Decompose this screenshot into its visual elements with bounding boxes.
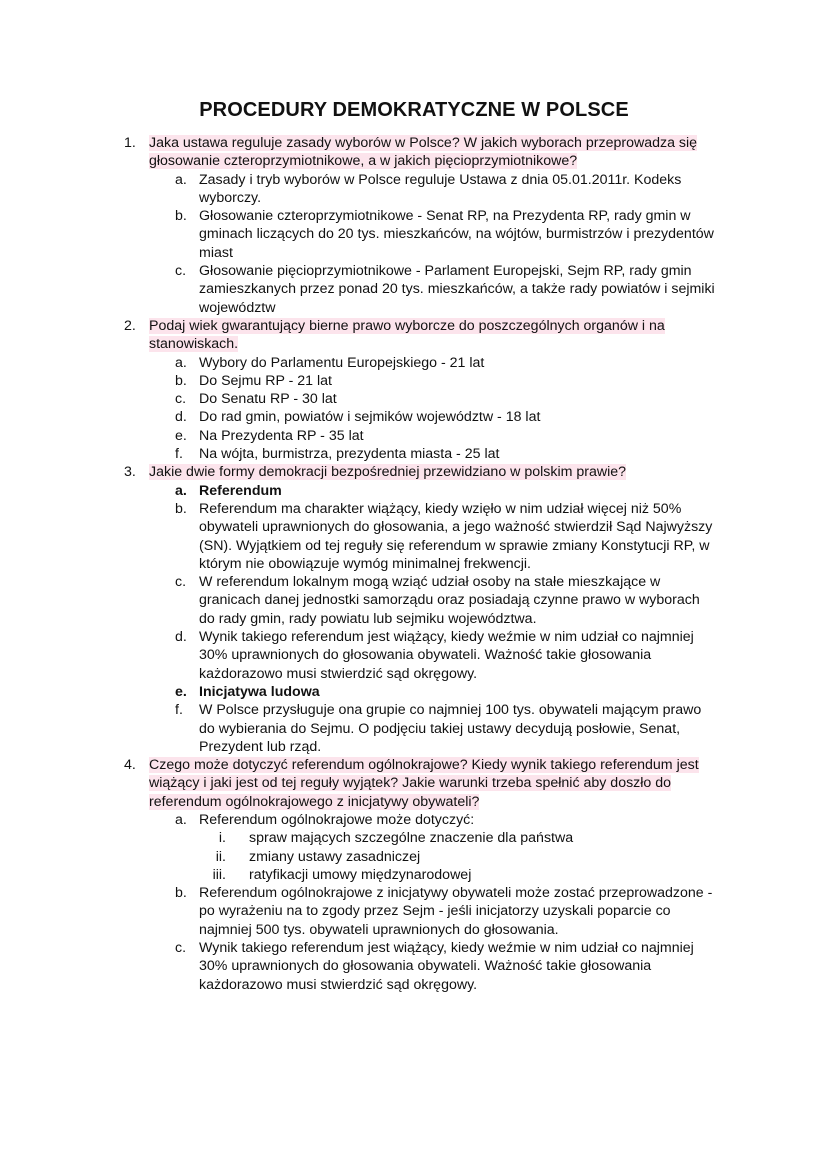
answer-list-1: [0, 171, 828, 317]
answer-heading: [0, 482, 719, 500]
answer-letter: b.: [175, 885, 187, 902]
answer-list-4-continued: [0, 884, 828, 994]
question-text: Podaj wiek gwarantujący bierne prawo wyborcze do poszczególnych organów i na stanowiskach.: [149, 317, 665, 353]
question-number: 1.: [124, 135, 136, 151]
answer-item: [0, 701, 719, 756]
answer-text: Zasady i tryb wyborów w Polsce reguluje Ustawa z dnia 05.01.2011r. Kodeks wyborczy.: [199, 171, 682, 206]
answer-item: [0, 628, 719, 683]
answer-item: [0, 372, 719, 390]
answer-letter: c.: [175, 940, 187, 957]
sub-numeral: ii.: [215, 848, 226, 865]
question-text: Czego może dotyczyć referendum ogólnokrajowe? Kiedy wynik takiego referendum jest wiążący i jaki jest od tej reguły wyjątek? Jakie warunki trzeba spełnić aby doszło do referendum ogólnokrajowego z inicjatywy obywateli?: [149, 757, 699, 810]
sub-numeral: i.: [218, 830, 226, 847]
answer-item: [0, 171, 719, 208]
answer-text: Głosowanie pięcioprzymiotnikowe - Parlament Europejski, Sejm RP, rady gmin zamieszkanych przez ponad 20 tys. mieszkańców, a także rady powiatów i sejmiki województw: [199, 263, 715, 316]
answer-list-3: [0, 482, 828, 756]
answer-letter: b.: [175, 208, 187, 225]
answer-letter: e.: [175, 427, 187, 444]
answer-item: [0, 207, 719, 262]
question-1: [0, 134, 709, 171]
question-3: [0, 463, 709, 481]
answer-letter: f.: [175, 446, 183, 463]
answer-list-2: [0, 354, 828, 464]
question-number: 4.: [124, 757, 136, 774]
answer-letter: a.: [175, 354, 187, 371]
question-number: 3.: [124, 464, 136, 481]
answer-text: Do Sejmu RP - 21 lat: [199, 372, 333, 389]
answer-text: W Polsce przysługuje ona grupie co najmniej 100 tys. obywateli mającym prawo do wybierania do Sejmu. O podjęciu takiej ustawy decydują posłowie, Senat, Prezydent lub rząd.: [199, 702, 702, 755]
sub-item: [0, 829, 719, 847]
answer-text: Na wójta, burmistrza, prezydenta miasta - 25 lat: [199, 446, 500, 463]
answer-letter: f.: [175, 702, 183, 719]
answer-item: [0, 390, 719, 408]
question-number: 2.: [124, 317, 136, 334]
answer-text: Wynik takiego referendum jest wiążący, kiedy weźmie w nim udział co najmniej 30% uprawnionych do głosowania obywateli. Ważność takie głosowania każdorazowo musi stwierdzić sąd okręgowy.: [199, 629, 694, 682]
answer-text: Wybory do Parlamentu Europejskiego - 21 lat: [199, 354, 485, 371]
sub-text: ratyfikacji umowy międzynarodowej: [249, 866, 472, 883]
question-text: Jaka ustawa reguluje zasady wyborów w Polsce? W jakich wyborach przeprowadza się głosowanie czteroprzymiotnikowe, a w jakich pięcioprzymiotnikowe?: [149, 135, 698, 170]
sub-text: zmiany ustawy zasadniczej: [249, 848, 421, 865]
answer-letter: c.: [175, 574, 187, 591]
answer-text: Referendum ogólnokrajowe z inicjatywy obywateli może zostać przeprowadzone - po wyrażeniu na to zgody przez Sejm - jeśli inicjatorzy uzyskali poparcie co najmniej 500 tys. obywateli uprawnionych do głosowania.: [199, 885, 713, 938]
answer-text: W referendum lokalnym mogą wziąć udział osoby na stałe mieszkające w granicach danej jednostki samorządu oraz posiadają czynne prawo w wyborach do rady gmin, rady powiatu lub sejmiku województwa.: [199, 574, 700, 627]
answer-text: Na Prezydenta RP - 35 lat: [199, 427, 364, 444]
answer-item: [0, 884, 719, 939]
sub-list: [0, 829, 828, 884]
answer-item: [0, 354, 719, 372]
answer-letter: e.: [175, 683, 187, 700]
answer-item: [0, 939, 719, 994]
answer-letter: a.: [175, 811, 187, 828]
document-title: PROCEDURY DEMOKRATYCZNE W POLSCE: [199, 99, 629, 121]
answer-letter: c.: [175, 391, 187, 408]
sub-text: spraw mających szczególne znaczenie dla państwa: [249, 830, 574, 847]
answer-letter: d.: [175, 629, 187, 646]
answer-item: [0, 811, 719, 829]
answer-letter: b.: [175, 372, 187, 389]
answer-text: Do rad gmin, powiatów i sejmików województw - 18 lat: [199, 409, 541, 426]
question-text: Jakie dwie formy demokracji bezpośredniej przewidziano w polskim prawie?: [149, 464, 627, 481]
answer-letter: d.: [175, 409, 187, 426]
answer-text: Wynik takiego referendum jest wiążący, kiedy weźmie w nim udział co najmniej 30% uprawnionych do głosowania obywateli. Ważność takie głosowania każdorazowo musi stwierdzić sąd okręgowy.: [199, 940, 694, 993]
answer-item: [0, 573, 719, 628]
answer-text: Referendum ogólnokrajowe może dotyczyć:: [199, 811, 475, 828]
answer-text: Inicjatywa ludowa: [199, 683, 320, 700]
answer-text: Referendum ma charakter wiążący, kiedy wzięło w nim udział więcej niż 50% obywateli uprawnionych do głosowania, a jego ważność stwierdził Sąd Najwyższy (SN). Wyjątkiem od tej reguły się referendum w sprawie zmiany Konstytucji RP, w którym nie obowiązuje wymóg minimalnej frekwencji.: [199, 500, 713, 572]
answer-item: [0, 262, 719, 317]
answer-item: [0, 445, 719, 463]
answer-letter: a.: [175, 171, 187, 188]
question-2: [0, 317, 709, 354]
answer-item: [0, 500, 719, 573]
answer-letter: c.: [175, 263, 187, 280]
answer-item: [0, 427, 719, 445]
document-body: [0, 134, 828, 994]
sub-item: [0, 848, 719, 866]
answer-item: [0, 408, 719, 426]
sub-numeral: iii.: [212, 866, 226, 883]
question-4: [0, 756, 709, 811]
answer-text: Referendum: [199, 482, 282, 499]
sub-item: [0, 866, 719, 884]
answer-list-4: [0, 811, 828, 829]
answer-text: Głosowanie czteroprzymiotnikowe - Senat RP, na Prezydenta RP, rady gmin w gminach liczących do 20 tys. mieszkańców, na wójtów, burmistrzów i prezydentów miast: [199, 208, 714, 261]
answer-letter: b.: [175, 500, 187, 517]
answer-letter: a.: [175, 482, 187, 499]
answer-heading: [0, 683, 719, 701]
answer-text: Do Senatu RP - 30 lat: [199, 391, 337, 408]
